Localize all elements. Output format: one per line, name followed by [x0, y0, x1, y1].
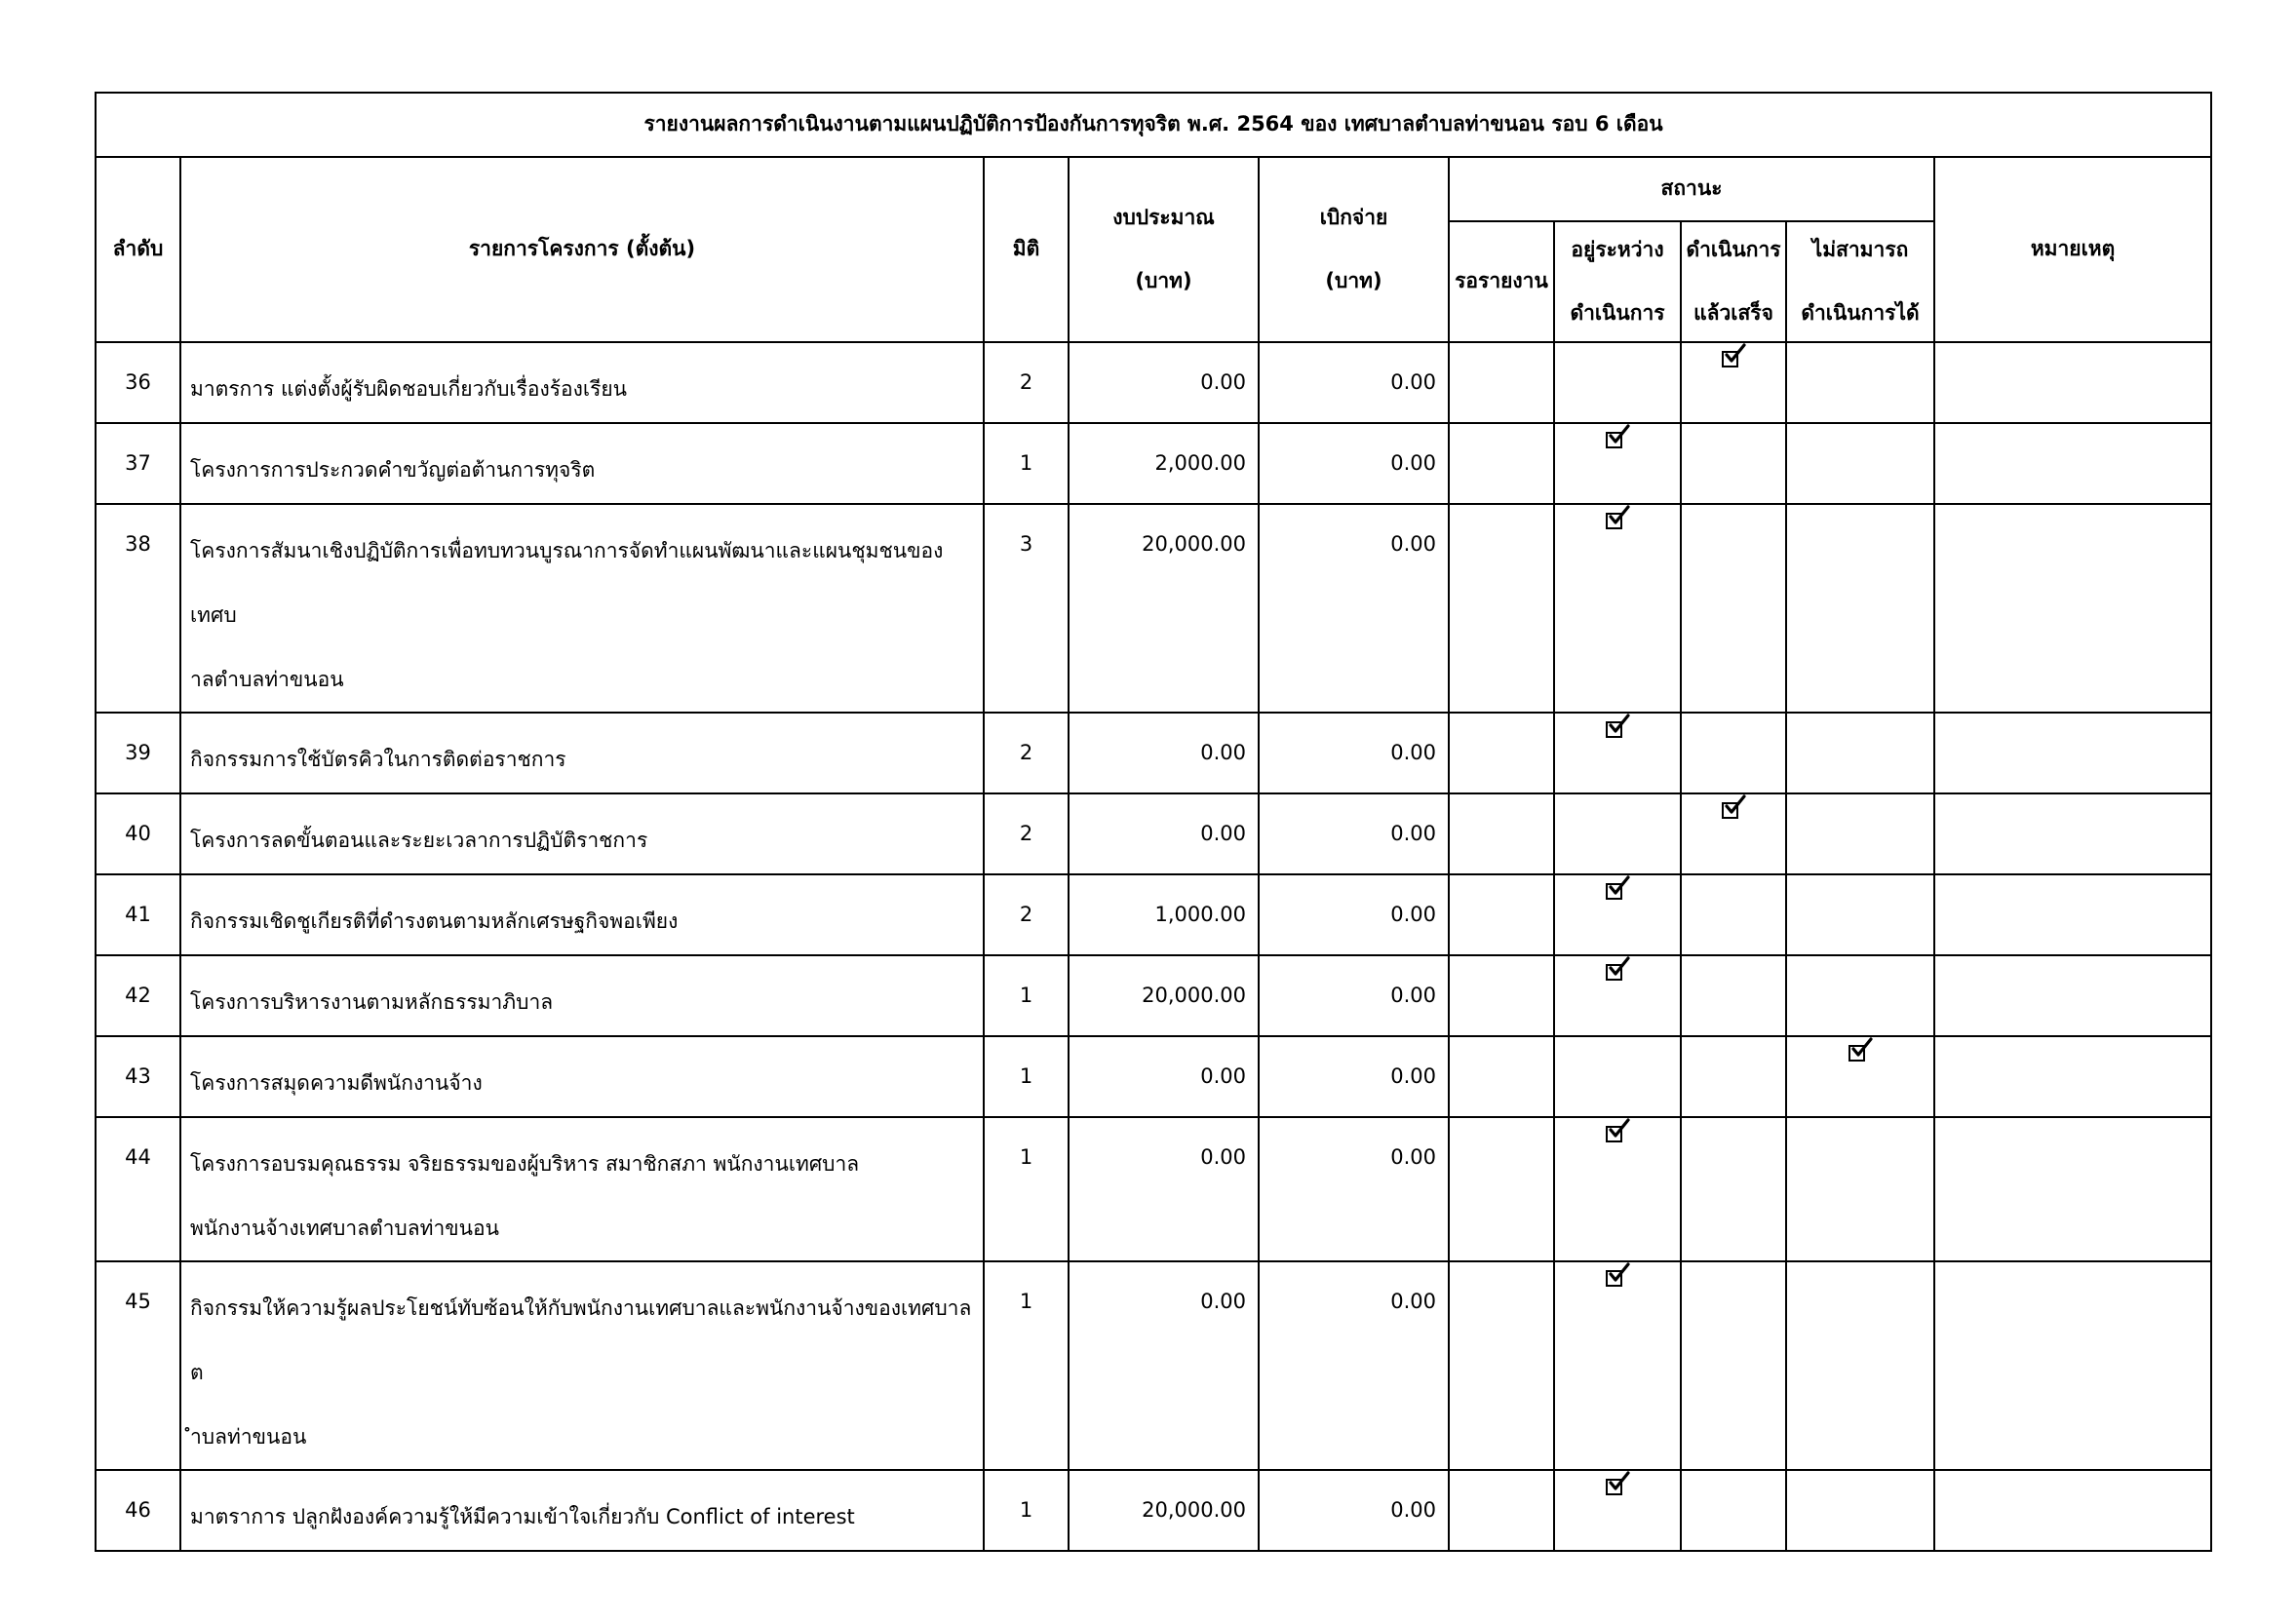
status-cell-completed — [1681, 874, 1786, 955]
budget-value: 0.00 — [1069, 342, 1259, 423]
budget-value: 20,000.00 — [1069, 955, 1259, 1036]
remark-cell — [1934, 1261, 2211, 1470]
status-cell-unable — [1786, 874, 1934, 955]
dimension-value: 2 — [984, 342, 1069, 423]
status-cell-pending — [1449, 504, 1554, 713]
row-number: 45 — [96, 1261, 180, 1470]
dimension-value: 1 — [984, 1261, 1069, 1470]
remark-cell — [1934, 423, 2211, 504]
status-cell-unable — [1786, 423, 1934, 504]
disbursed-value: 0.00 — [1259, 1470, 1449, 1551]
status-cell-in-progress — [1554, 955, 1681, 1036]
budget-value: 2,000.00 — [1069, 423, 1259, 504]
status-cell-in-progress — [1554, 874, 1681, 955]
status-cell-completed — [1681, 1470, 1786, 1551]
table-row — [96, 793, 2211, 874]
checkbox-checked-icon — [1606, 717, 1629, 741]
project-name-line: กิจกรรมให้ความรู้ผลประโยชน์ทับซ้อนให้กับพนักงานเทศบาลและพนักงานจ้างของเทศบาลต — [190, 1296, 972, 1384]
status-cell-in-progress — [1554, 504, 1681, 713]
status-cell-unable — [1786, 1036, 1934, 1117]
table-row — [96, 1117, 2211, 1261]
project-name-line: มาตราการ ปลูกฝังองค์ความรู้ให้มีความเข้าใจเกี่ยวกับ Conflict of interest — [190, 1505, 855, 1528]
header-status: สถานะ — [1449, 157, 1934, 221]
status-cell-completed — [1681, 955, 1786, 1036]
remark-cell — [1934, 1117, 2211, 1261]
disbursed-value: 0.00 — [1259, 793, 1449, 874]
disbursed-value: 0.00 — [1259, 504, 1449, 713]
dimension-value: 1 — [984, 955, 1069, 1036]
header-status-unable: ไม่สามารถ ดำเนินการได้ — [1786, 221, 1934, 342]
project-name-line: พนักงานจ้างเทศบาลตำบลท่าขนอน — [190, 1217, 499, 1240]
project-name-line: กิจกรรมการใช้บัตรคิวในการติดต่อราชการ — [190, 748, 566, 771]
remark-cell — [1934, 504, 2211, 713]
project-name-line: กิจกรรมเชิดชูเกียรติที่ดำรงตนตามหลักเศรษฐกิจพอเพียง — [190, 909, 679, 933]
status-cell-in-progress — [1554, 1261, 1681, 1470]
budget-value: 0.00 — [1069, 1117, 1259, 1261]
dimension-value: 1 — [984, 1036, 1069, 1117]
row-number: 44 — [96, 1117, 180, 1261]
status-cell-in-progress — [1554, 423, 1681, 504]
project-name — [180, 955, 984, 1036]
row-number: 36 — [96, 342, 180, 423]
project-name — [180, 793, 984, 874]
checkbox-checked-icon — [1606, 960, 1629, 984]
report-table — [95, 92, 2212, 1552]
remark-cell — [1934, 1470, 2211, 1551]
dimension-value: 1 — [984, 423, 1069, 504]
status-cell-pending — [1449, 342, 1554, 423]
project-name — [180, 423, 984, 504]
disbursed-value: 0.00 — [1259, 713, 1449, 793]
project-name — [180, 1470, 984, 1551]
status-cell-in-progress — [1554, 793, 1681, 874]
project-name-line: โครงการลดขั้นตอนและระยะเวลาการปฏิบัติราชการ — [190, 829, 648, 852]
disbursed-value: 0.00 — [1259, 955, 1449, 1036]
project-name — [180, 1036, 984, 1117]
remark-cell — [1934, 713, 2211, 793]
budget-value: 0.00 — [1069, 1261, 1259, 1470]
project-name — [180, 504, 984, 713]
dimension-value: 2 — [984, 874, 1069, 955]
header-budget: งบประมาณ (บาท) — [1069, 157, 1259, 342]
disbursed-value: 0.00 — [1259, 1036, 1449, 1117]
dimension-value: 1 — [984, 1117, 1069, 1261]
dimension-value: 1 — [984, 1470, 1069, 1551]
row-number: 37 — [96, 423, 180, 504]
remark-cell — [1934, 342, 2211, 423]
status-cell-pending — [1449, 1470, 1554, 1551]
project-name-line: โครงการสัมนาเชิงปฏิบัติการเพื่อทบทวนบูรณาการจัดทำแผนพัฒนาและแผนชุมชนของเทศบ — [190, 539, 944, 627]
remark-cell — [1934, 793, 2211, 874]
project-name-line: โครงการการประกวดคำขวัญต่อต้านการทุจริต — [190, 458, 596, 482]
status-cell-completed — [1681, 1117, 1786, 1261]
project-name-line: ำบลท่าขนอน — [190, 1425, 307, 1449]
table-row — [96, 713, 2211, 793]
status-cell-pending — [1449, 874, 1554, 955]
status-cell-completed — [1681, 793, 1786, 874]
row-number: 46 — [96, 1470, 180, 1551]
budget-value: 0.00 — [1069, 793, 1259, 874]
header-remarks: หมายเหตุ — [1934, 157, 2211, 342]
row-number: 41 — [96, 874, 180, 955]
header-status-pending: รอรายงาน — [1449, 221, 1554, 342]
status-cell-unable — [1786, 713, 1934, 793]
report-title: รายงานผลการดำเนินงานตามแผนปฏิบัติการป้องกันการทุจริต พ.ศ. 2564 ของ เทศบาลตำบลท่าขนอน รอบ 6 เดือน — [96, 93, 2211, 157]
row-number: 40 — [96, 793, 180, 874]
header-no: ลำดับ — [96, 157, 180, 342]
checkbox-checked-icon — [1606, 1266, 1629, 1290]
status-cell-in-progress — [1554, 1036, 1681, 1117]
table-row — [96, 423, 2211, 504]
project-name-line: าลตำบลท่าขนอน — [190, 668, 344, 691]
project-name — [180, 874, 984, 955]
checkbox-checked-icon — [1606, 1475, 1629, 1498]
checkbox-checked-icon — [1606, 1122, 1629, 1145]
status-cell-unable — [1786, 1470, 1934, 1551]
project-name-line: โครงการบริหารงานตามหลักธรรมาภิบาล — [190, 990, 554, 1014]
checkbox-checked-icon — [1848, 1041, 1872, 1064]
project-name — [180, 1261, 984, 1470]
remark-cell — [1934, 955, 2211, 1036]
budget-value: 1,000.00 — [1069, 874, 1259, 955]
dimension-value: 3 — [984, 504, 1069, 713]
disbursed-value: 0.00 — [1259, 1261, 1449, 1470]
budget-value: 20,000.00 — [1069, 504, 1259, 713]
status-cell-pending — [1449, 1261, 1554, 1470]
status-cell-pending — [1449, 1036, 1554, 1117]
status-cell-completed — [1681, 342, 1786, 423]
status-cell-pending — [1449, 955, 1554, 1036]
checkbox-checked-icon — [1606, 428, 1629, 451]
disbursed-value: 0.00 — [1259, 874, 1449, 955]
status-cell-pending — [1449, 423, 1554, 504]
project-name — [180, 1117, 984, 1261]
budget-value: 20,000.00 — [1069, 1470, 1259, 1551]
project-name — [180, 713, 984, 793]
header-project: รายการโครงการ (ตั้งต้น) — [180, 157, 984, 342]
disbursed-value: 0.00 — [1259, 423, 1449, 504]
project-name-line: โครงการสมุดความดีพนักงานจ้าง — [190, 1071, 483, 1095]
status-cell-completed — [1681, 423, 1786, 504]
row-number: 43 — [96, 1036, 180, 1117]
status-cell-pending — [1449, 1117, 1554, 1261]
status-cell-completed — [1681, 713, 1786, 793]
table-row — [96, 955, 2211, 1036]
status-cell-in-progress — [1554, 1470, 1681, 1551]
header-status-completed: ดำเนินการ แล้วเสร็จ — [1681, 221, 1786, 342]
header-disbursed: เบิกจ่าย (บาท) — [1259, 157, 1449, 342]
table-row — [96, 1036, 2211, 1117]
table-row — [96, 1261, 2211, 1470]
row-number: 42 — [96, 955, 180, 1036]
status-cell-in-progress — [1554, 342, 1681, 423]
project-name-line: มาตรการ แต่งตั้งผู้รับผิดชอบเกี่ยวกับเรื่องร้องเรียน — [190, 377, 628, 401]
table-row — [96, 1470, 2211, 1551]
status-cell-completed — [1681, 504, 1786, 713]
header-status-in-progress: อยู่ระหว่าง ดำเนินการ — [1554, 221, 1681, 342]
table-body — [96, 342, 2211, 1551]
checkbox-checked-icon — [1722, 798, 1745, 822]
status-cell-in-progress — [1554, 1117, 1681, 1261]
project-name — [180, 342, 984, 423]
checkbox-checked-icon — [1722, 347, 1745, 370]
table-row — [96, 504, 2211, 713]
checkbox-checked-icon — [1606, 509, 1629, 532]
status-cell-pending — [1449, 713, 1554, 793]
status-cell-unable — [1786, 1261, 1934, 1470]
dimension-value: 2 — [984, 793, 1069, 874]
row-number: 39 — [96, 713, 180, 793]
remark-cell — [1934, 1036, 2211, 1117]
status-cell-pending — [1449, 793, 1554, 874]
status-cell-unable — [1786, 342, 1934, 423]
budget-value: 0.00 — [1069, 1036, 1259, 1117]
table-row — [96, 874, 2211, 955]
status-cell-unable — [1786, 504, 1934, 713]
header-dimension: มิติ — [984, 157, 1069, 342]
table-row — [96, 342, 2211, 423]
checkbox-checked-icon — [1606, 879, 1629, 903]
disbursed-value: 0.00 — [1259, 342, 1449, 423]
dimension-value: 2 — [984, 713, 1069, 793]
status-cell-completed — [1681, 1261, 1786, 1470]
status-cell-unable — [1786, 955, 1934, 1036]
status-cell-completed — [1681, 1036, 1786, 1117]
status-cell-in-progress — [1554, 713, 1681, 793]
status-cell-unable — [1786, 793, 1934, 874]
status-cell-unable — [1786, 1117, 1934, 1261]
row-number: 38 — [96, 504, 180, 713]
project-name-line: โครงการอบรมคุณธรรม จริยธรรมของผู้บริหาร สมาชิกสภา พนักงานเทศบาล — [190, 1152, 860, 1176]
disbursed-value: 0.00 — [1259, 1117, 1449, 1261]
budget-value: 0.00 — [1069, 713, 1259, 793]
remark-cell — [1934, 874, 2211, 955]
